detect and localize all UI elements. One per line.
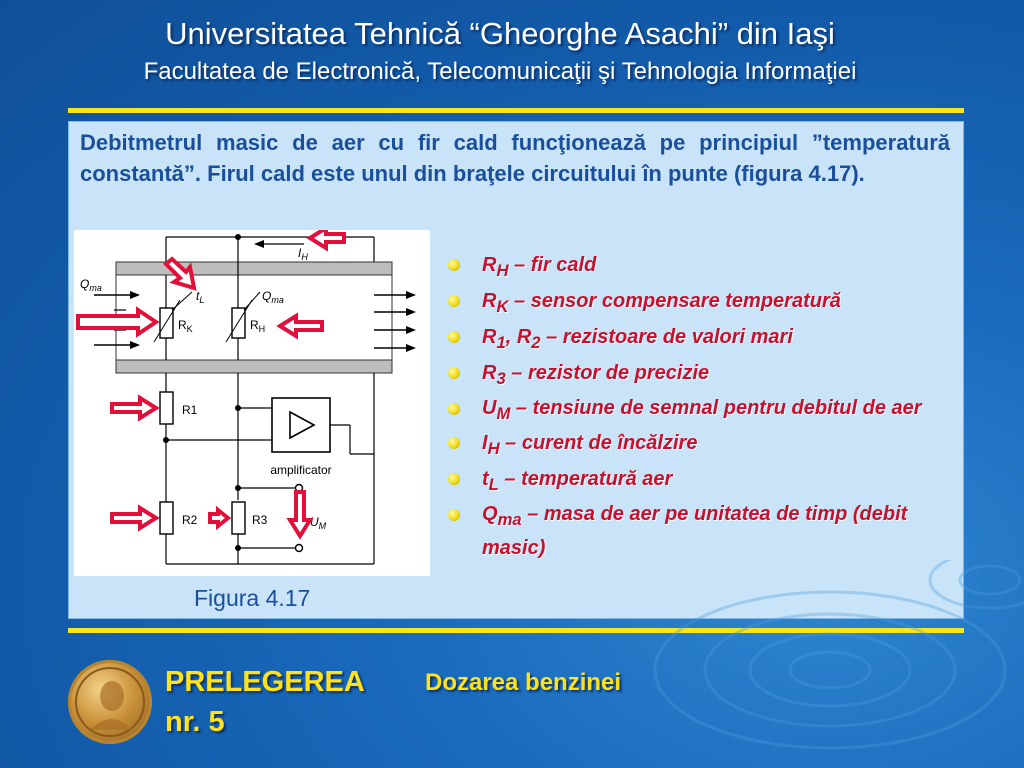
legend-item-ih: $I_H$ – curent de încălzire	[440, 428, 960, 464]
duct-bottom-wall	[116, 360, 392, 373]
circuit-diagram	[74, 230, 430, 576]
tl-label: $t_L$	[196, 289, 205, 305]
amplifier-label: amplificator	[270, 463, 332, 477]
rk-label: $R_K$	[178, 318, 193, 334]
qma-mid-label: $Q_{ma}$	[262, 289, 284, 305]
legend-item-qma: $Q_{ma}$ – masa de aer pe unitatea de timp (debit masic)	[440, 500, 960, 562]
legend-item-rk: $R_K$ – sensor compensare temperatură	[440, 286, 960, 322]
r2-label: R2	[182, 513, 198, 527]
highlight-arrow-rh	[280, 316, 322, 336]
legend-item-tl: $t_L$ – temperatură aer	[440, 464, 960, 500]
bullet-icon	[448, 473, 460, 485]
qma-left-label: $Q_{ma}$	[80, 277, 102, 293]
intro-paragraph: Debitmetrul masic de aer cu fir cald funcţionează pe principiul ”temperatură constantă”. Firul cald este unul din braţele circuitului în punte (figura 4.17).	[80, 130, 950, 186]
highlight-arrow-ih	[310, 230, 344, 248]
lecture-topic: Dozarea benzinei	[425, 669, 622, 696]
bullet-icon	[448, 367, 460, 379]
um-label: $U_M$	[310, 515, 327, 531]
rk-resistor	[160, 308, 173, 338]
medal-logo	[68, 660, 152, 744]
legend-item-r3: $R_3$ – rezistor de precizie	[440, 358, 960, 394]
legend-item-r1-r2: $R_1$, $R_2$ – rezistoare de valori mari	[440, 322, 960, 358]
r2-resistor	[160, 502, 173, 534]
legend-item-um: $U_M$ – tensiune de semnal pentru debitul de aer	[440, 394, 960, 428]
figure-caption: Figura 4.17	[194, 585, 311, 611]
highlight-arrow-r1	[112, 398, 156, 418]
amplifier-box	[272, 398, 330, 452]
bullet-icon	[448, 295, 460, 307]
duct-top-wall	[116, 262, 392, 275]
r1-resistor	[160, 392, 173, 424]
highlight-arrow-r3	[210, 510, 228, 526]
bullet-icon	[448, 331, 460, 343]
bullet-icon	[448, 437, 460, 449]
ih-label: $I_H$	[298, 246, 308, 262]
rh-label: $R_H$	[250, 318, 266, 334]
university-title: Universitatea Tehnică “Gheorghe Asachi” din Iaşi	[165, 16, 835, 51]
r1-label: R1	[182, 403, 198, 417]
legend-list	[440, 250, 960, 562]
bullet-icon	[448, 403, 460, 415]
highlight-arrow-r2	[112, 508, 156, 528]
ripple-decoration	[600, 560, 1024, 768]
rh-resistor	[232, 308, 245, 338]
legend-item-rh: $R_H$ – fir cald	[440, 250, 960, 286]
lecture-label: PRELEGEREA	[165, 666, 365, 698]
highlight-arrow-um	[290, 492, 310, 536]
r3-label: R3	[252, 513, 268, 527]
bullet-icon	[448, 509, 460, 521]
faculty-subtitle: Facultatea de Electronică, Telecomunicaţii şi Tehnologia Informaţiei	[143, 58, 857, 85]
top-divider	[68, 108, 964, 113]
bullet-icon	[448, 259, 460, 271]
lecture-number: nr. 5	[165, 706, 225, 738]
r3-resistor	[232, 502, 245, 534]
